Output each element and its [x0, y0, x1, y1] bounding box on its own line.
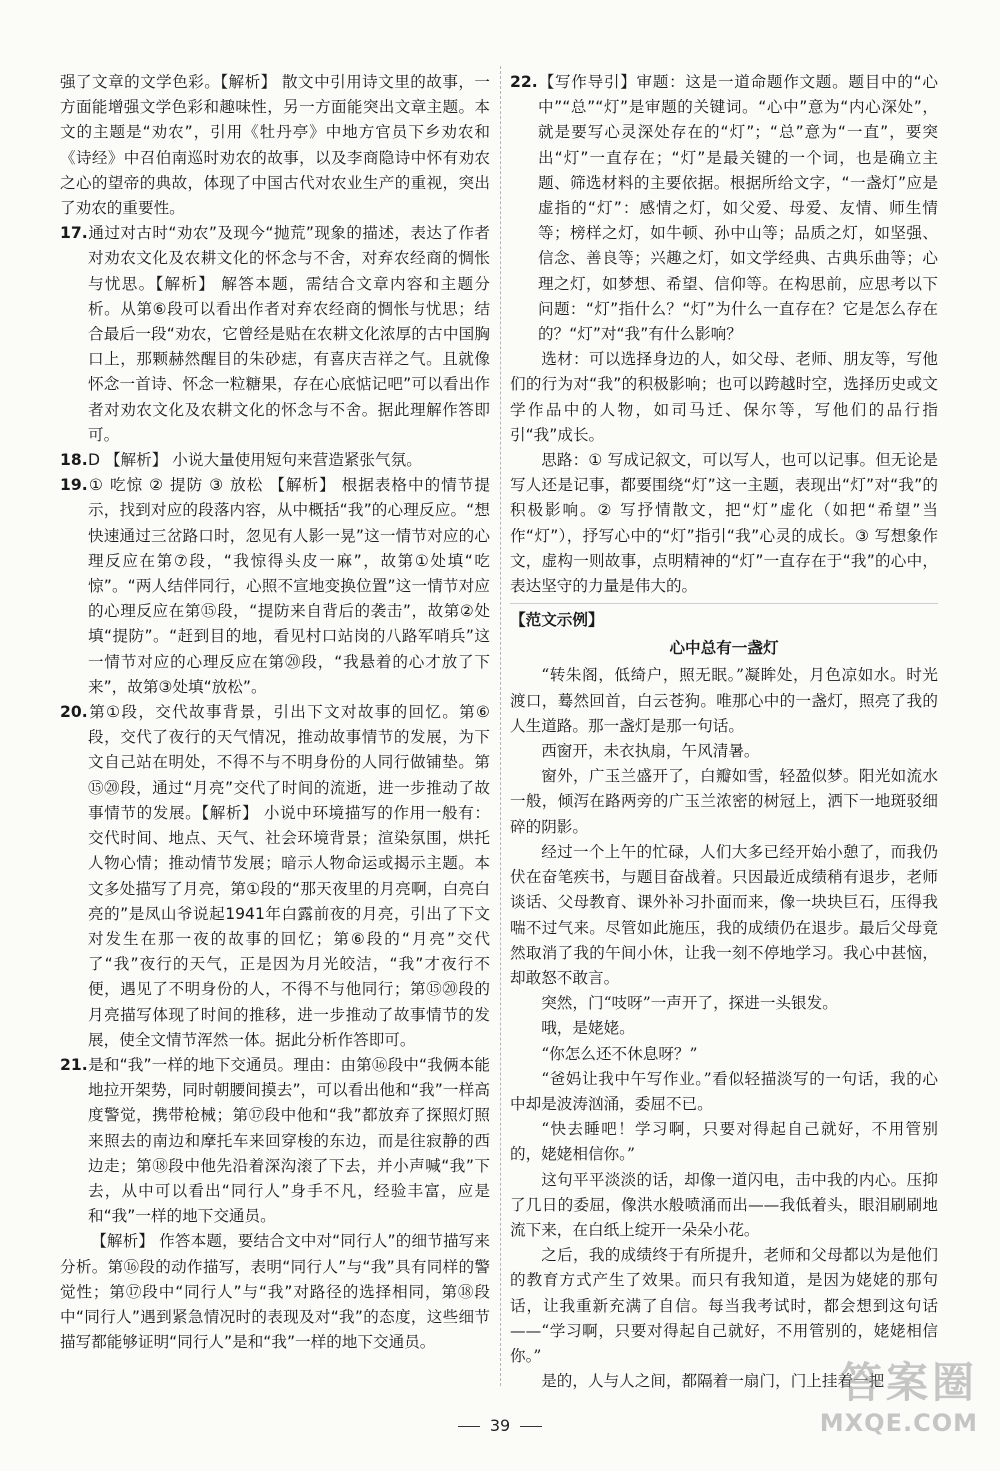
- question-number: 19.: [60, 476, 88, 495]
- question-17: [60, 221, 490, 448]
- essay-paragraph: 之后，我的成绩终于有所提升，老师和父母都以为是他们的教育方式产生了效果。而只有我知道，是因为姥姥的那句话，让我重新充满了自信。每当我考试时，都会想到这句话——“学习啊，只要对得起自己就好，不用管别的，姥姥相信你。”: [510, 1246, 938, 1365]
- question-number: 17.: [60, 224, 88, 243]
- essay-paragraph: 窗外，广玉兰盛开了，白瓣如雪，轻盈似梦。阳光如流水一般，倾泻在路两旁的广玉兰浓密的树冠上，洒下一地斑驳细碎的阴影。: [510, 767, 938, 836]
- question-19-answer: ① 吃惊 ② 提防 ③ 放松 【解析】 根据表格中的情节提示，找到对应的段落内容，从中概括“我”的心理反应。“想快速通过三岔路口时，忽见有人影一晃”这一情节对应的心理反应在第⑦段，“我惊得头皮一麻”，故第①处填“吃惊”。“两人结伴同行，心照不宣地变换位置”这一情节对应的心理反应在第⑮段，“提防来自背后的袭击”，故第②处填“提防”。“赶到目的地，看见村口站岗的八路军哨兵”这一情节对应的心理反应在第⑳段，“我悬着的心才放了下来”，故第③处填“放松”。: [88, 476, 490, 696]
- question-19: [60, 473, 490, 700]
- question-18: [60, 448, 490, 473]
- left-column: [60, 70, 490, 1355]
- essay-paragraph: 西窗开，未衣执扇，午风清暑。: [541, 742, 760, 761]
- question-number: 22.: [510, 73, 538, 91]
- sample-essay-header: 【范文示例】: [510, 603, 938, 633]
- essay-paragraph: 这句平平淡淡的话，却像一道闪电，击中我的内心。压抑了几日的委屈，像洪水般喷涌而出——我低着头，眼泪刷刷地流下来，在白纸上绽开一朵朵小花。: [510, 1170, 938, 1239]
- watermark: [788, 1357, 978, 1449]
- question-number: 20.: [60, 703, 88, 722]
- question-number: 21.: [60, 1055, 88, 1074]
- essay-paragraph: 是的，人与人之间，都隔着一扇门，门上挂着一把: [541, 1372, 885, 1391]
- question-20-answer: 第①段，交代故事背景，引出下文对故事的回忆。第⑥段，交代了夜行的天气情况，推动故事情节的发展，为下文自己站在明处，不得不与不明身份的人同行做铺垫。第⑮⑳段，通过“月亮”交代了时间的流逝，进一步推动了故事情节的发展。【解析】 小说中环境描写的作用一般有：交代时间、地点、天气、社会环境背景；渲染氛围，烘托人物心情；推动情节发展；暗示人物命运或揭示主题。本文多处描写了月亮，第①段的“那天夜里的月亮啊，白亮白亮的”是凤山爷说起1941年白露前夜的月亮，引出了下文对发生在那一夜的故事的回忆；第⑥段的“月亮”交代了“我”夜行的天气，正是因为月光皎洁，“我”才夜行不便，遇见了不明身份的人，不得不与他同行；第⑮⑳段的月亮描写体现了时间的推移，进一步推动了故事情节的发展，使全文情节浑然一体。据此分析作答即可。: [88, 703, 490, 1049]
- essay-paragraph: “转朱阁，低绮户，照无眠。”凝眸处，月色凉如水。时光渡口，蓦然回首，白云苍狗。唯那心中的一盏灯，照亮了我的人生道路。那一盏灯是那一句话。: [510, 666, 938, 735]
- right-column: [510, 70, 938, 1394]
- essay-paragraph: 哦，是姥姥。: [541, 1019, 635, 1038]
- question-21-answer: 是和“我”一样的地下交通员。理由：由第⑯段中“我俩本能地拉开架势，同时朝腰间摸去”，可以看出他和“我”一样高度警觉，携带枪械；第⑰段中他和“我”都放弃了探照灯照来照去的南边和摩托车来回穿梭的东边，而是往寂静的西边走；第⑱段中他先沿着深沟滚了下去，并小声喊“我”下去，从中可以看出“同行人”身手不凡，经验丰富，应是和“我”一样的地下交通员。: [88, 1055, 490, 1226]
- footer-dash-right: [520, 1426, 542, 1427]
- page-number: 39: [489, 1416, 511, 1435]
- sample-essay: [510, 663, 938, 1394]
- writing-ideas: 思路：① 写成记叙文，可以写人，也可以记事。但无论是写人还是记事，都要围绕“灯”这一主题，表现出“灯”对“我”的积极影响。② 写抒情散文，把“灯”虚化（如把“希望”当作“灯”），抒写心中的“灯”指引“我”心灵的成长。③ 写想象作文，虚构一则故事，点明精神的“灯”一直存在于“我”的心中，表达坚守的力量是伟大的。: [510, 451, 938, 596]
- essay-paragraph: 突然，门“吱呀”一声开了，探进一头银发。: [541, 994, 838, 1013]
- question-22: [510, 70, 938, 347]
- material-selection: 选材：可以选择身边的人，如父母、老师、朋友等，写他们的行为对“我”的积极影响；也可以跨越时空，选择历史或文学作品中的人物，如司马迁、保尔等，写他们的品行指引“我”成长。: [510, 350, 938, 444]
- question-18-answer: D 【解析】 小说大量使用短句来营造紧张气氛。: [88, 451, 422, 470]
- question-21: [60, 1053, 490, 1229]
- question-22-guide: 【写作导引】审题：这是一道命题作文题。题目中的“心中”“总”“灯”是审题的关键词。“心中”意为“内心深处”，就是要写心灵深处存在的“灯”；“总”意为“一直”，要突出“灯”一直存在；“灯”是最关键的一个词，也是确立主题、筛选材料的主要依据。根据所给文字，“一盏灯”应是虚指的“灯”：感情之灯，如父爱、母爱、友情、师生情等；榜样之灯，如牛顿、孙中山等；品质之灯，如坚强、信念、善良等；兴趣之灯，如文学经典、古典乐曲等；心理之灯，如梦想、希望、信仰等。在构思前，应思考以下问题：“灯”指什么？“灯”为什么一直存在？它是怎么存在的？“灯”对“我”有什么影响？: [538, 73, 938, 344]
- watermark-url: MXQE.COM: [819, 1409, 978, 1437]
- essay-paragraph: “快去睡吧！学习啊，只要对得起自己就好，不用管别的，姥姥相信你。”: [510, 1120, 938, 1164]
- question-17-answer: 通过对古时“劝农”及现今“抛荒”现象的描述，表达了作者对劝农文化及农耕文化的怀念与不舍，对弃农经商的惆怅与忧思。【解析】 解答本题，需结合文章内容和主题分析。从第⑥段可以看出作者对弃农经商的惆怅与忧思；结合最后一段“劝农，它曾经是贴在农耕文化浓厚的古中国胸口上，那颗赫然醒目的朱砂痣，有喜庆吉祥之气。且就像怀念一首诗、怀念一粒糖果，存在心底惦记吧”可以看出作者对劝农文化及农耕文化的怀念与不舍。据此理解作答即可。: [88, 224, 490, 444]
- watermark-logo: 答案圈: [839, 1358, 978, 1407]
- question-21-analysis: 【解析】 作答本题，要结合文中对“同行人”的细节描写来分析。第⑯段的动作描写，表明“同行人”与“我”具有同样的警觉性；第⑰段中“同行人”与“我”对路径的选择相同，第⑱段中“同行人”遇到紧急情况时的表现及对“我”的态度，这些细节描写都能够证明“同行人”是和“我”一样的地下交通员。: [60, 1232, 490, 1352]
- essay-paragraph: “你怎么还不休息呀？”: [541, 1044, 698, 1063]
- question-number: 18.: [60, 451, 88, 470]
- essay-title: 心中总有一盏灯: [669, 639, 779, 658]
- q16-continuation: 强了文章的文学色彩。【解析】 散文中引用诗文里的故事，一方面能增强文学色彩和趣味性，另一方面能突出文章主题。本文的主题是“劝农”，引用《牡丹亭》中地方官员下乡劝农和《诗经》中召伯南巡时劝农的故事，以及李商隐诗中怀有劝农之心的望帝的典故，体现了中国古代对农业生产的重视，突出了劝农的重要性。: [60, 73, 490, 218]
- footer-dash-left: [458, 1426, 480, 1427]
- column-divider: [500, 66, 501, 1386]
- essay-paragraph: 经过一个上午的忙碌，人们大多已经开始小憩了，而我仍伏在奋笔疾书，与题目奋战着。只因最近成绩稍有退步，老师谈话、父母教育、课外补习扑面而来，像一块块巨石，压得我喘不过气来。尽管如此施压，我的成绩仍在退步。最后父母竟然取消了我的午间小休，让我一刻不停地学习。我心中甚恼，却敢怒不敢言。: [510, 842, 938, 987]
- essay-paragraph: “爸妈让我中午写作业。”看似轻描淡写的一句话，我的心中却是波涛汹涌，委屈不已。: [510, 1069, 938, 1113]
- question-20: [60, 700, 490, 1053]
